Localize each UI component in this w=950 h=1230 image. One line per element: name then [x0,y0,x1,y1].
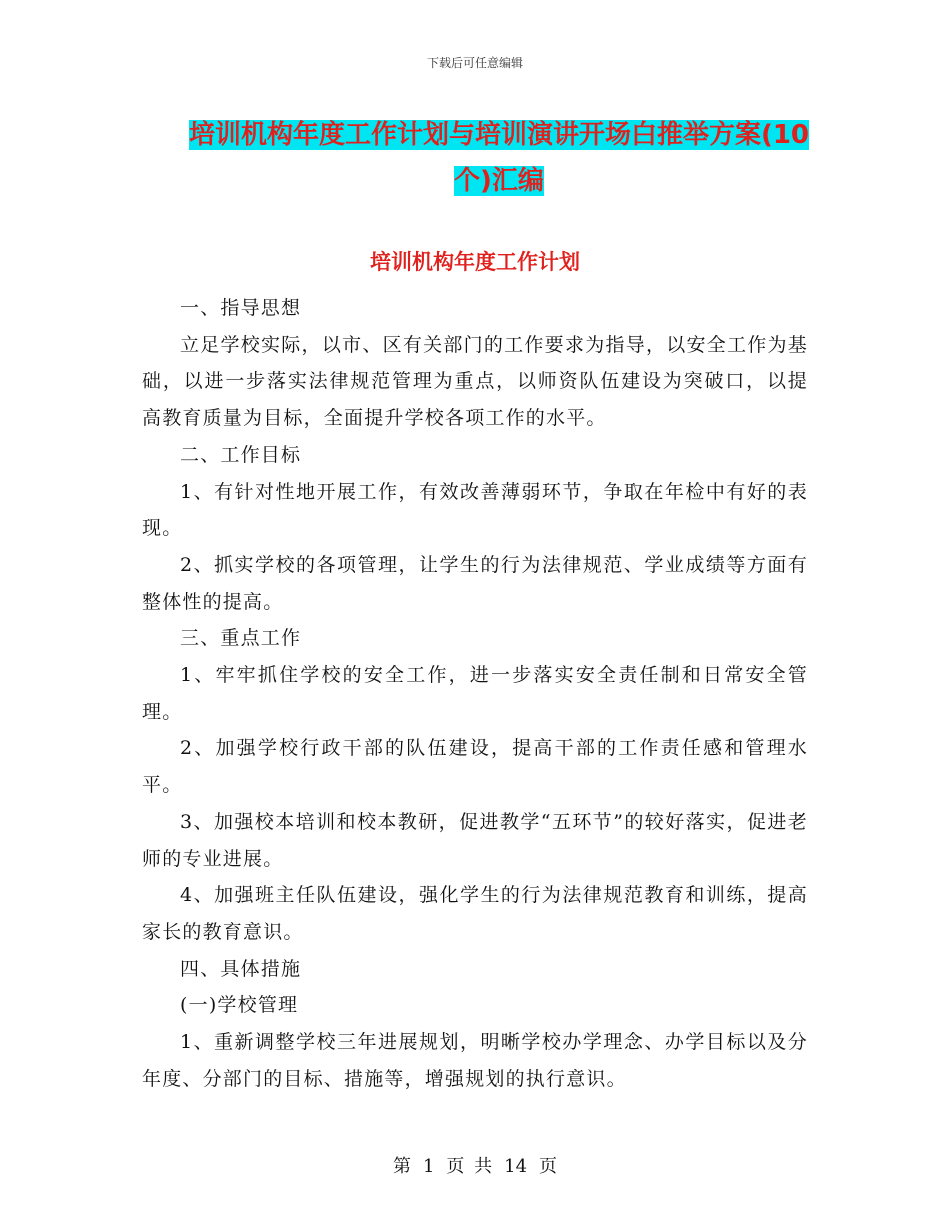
paragraph: 二、工作目标 [180,443,302,466]
page-footer [0,1152,950,1178]
total-pages: 14 [504,1156,528,1177]
paragraph: 3、加强校本培训和校本教研，促进教学“五环节”的较好落实，促进老师的专业进展。 [142,810,808,870]
footer-suffix: 页 [539,1156,558,1177]
paragraph: 4、加强班主任队伍建设，强化学生的行为法律规范教育和训练，提高家长的教育意识。 [142,884,808,943]
paragraph: 2、加强学校行政干部的队伍建设，提高干部的工作责任感和管理水平。 [142,737,808,797]
paragraph: 立足学校实际，以市、区有关部门的工作要求为指导，以安全工作为基础，以进一步落实法律规范管理为重点，以师资队伍建设为突破口，以提高教育质量为目标，全面提升学校各项工作的水平。 [142,333,808,430]
footer-middle: 页 共 [446,1156,493,1177]
paragraph: 1、牢牢抓住学校的安全工作，进一步落实安全责任制和日常安全管理。 [142,664,808,723]
paragraph: 一、指导思想 [180,297,302,319]
header-note: 下载后可任意编辑 [426,56,523,70]
paragraph: (一)学校管理 [180,994,299,1017]
paragraph: 三、重点工作 [180,627,302,650]
document-title [186,112,812,204]
section-title: 培训机构年度工作计划 [370,250,580,274]
paragraph: 2、抓实学校的各项管理，让学生的行为法律规范、学业成绩等方面有整体性的提高。 [142,553,808,613]
paragraph: 1、有针对性地开展工作，有效改善薄弱环节，争取在年检中有好的表现。 [142,480,808,540]
page-number: 1 [422,1156,435,1177]
document-title-text: 培训机构年度工作计划与培训演讲开场白推举方案(10个)汇编 [188,120,810,196]
paragraph: 四、具体措施 [180,957,302,980]
document-body [142,290,808,1097]
paragraph: 1、重新调整学校三年进展规划，明晰学校办学理念、办学目标以及分年度、分部门的目标、措施等，增强规划的执行意识。 [142,1031,808,1090]
footer-prefix: 第 [392,1156,411,1177]
